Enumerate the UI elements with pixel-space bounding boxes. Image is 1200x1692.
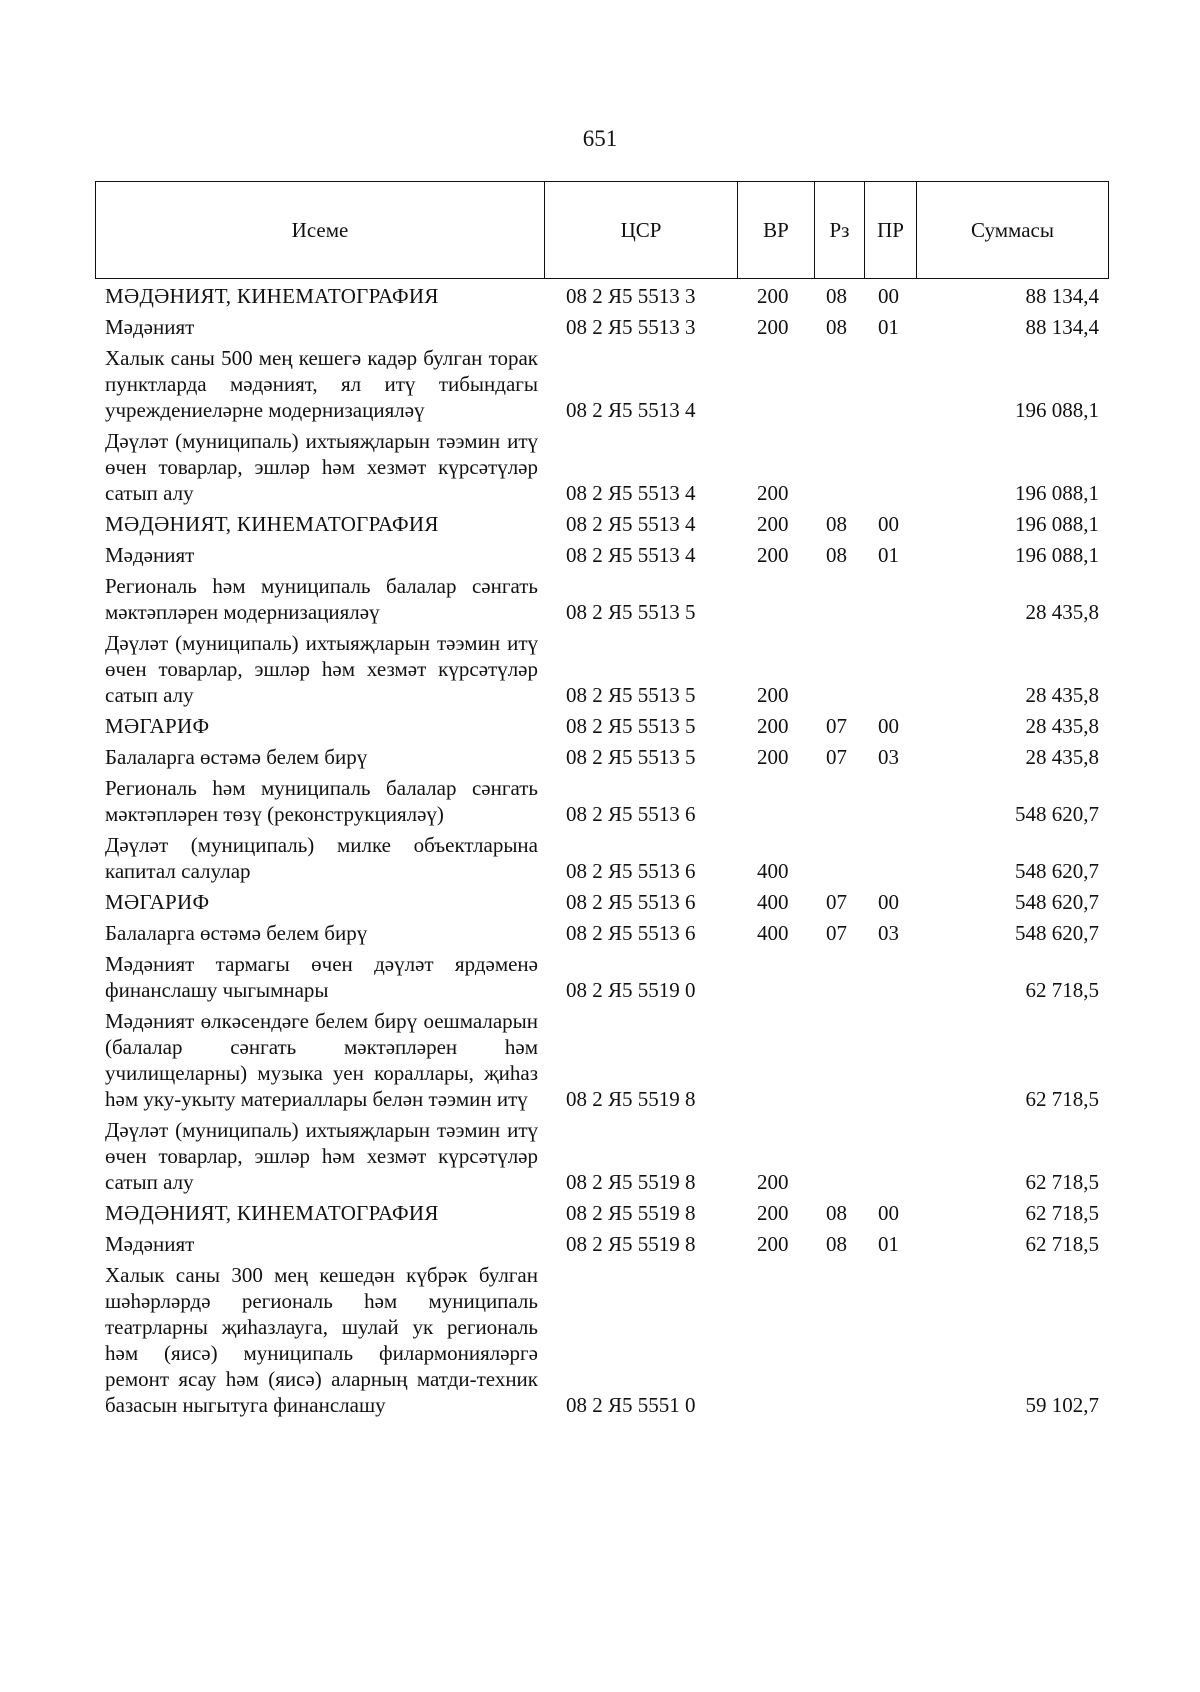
table-row bbox=[95, 887, 1109, 918]
cell-csr: 08 2 Я5 5519 8 bbox=[566, 1170, 696, 1194]
cell-pr: 01 bbox=[878, 543, 899, 567]
cell-sum: 196 088,1 bbox=[1015, 512, 1099, 536]
cell-rz: 07 bbox=[826, 745, 847, 769]
table-row bbox=[95, 949, 1109, 1006]
cell-pr: 03 bbox=[878, 921, 899, 945]
cell-vr: 200 bbox=[757, 315, 789, 339]
cell-csr: 08 2 Я5 5513 4 bbox=[566, 512, 696, 536]
table-header bbox=[95, 181, 1109, 279]
cell-name: Дәүләт (муниципаль) ихтыяҗларын тәэмин итү өчен товарлар, эшләр һәм хезмәт күрсәтүләр сатып алу bbox=[105, 429, 538, 505]
cell-vr: 200 bbox=[757, 481, 789, 505]
cell-sum: 59 102,7 bbox=[1025, 1393, 1099, 1417]
cell-name: Мәдәният тармагы өчен дәүләт ярдәменә финанслашу чыгымнары bbox=[105, 952, 538, 1002]
cell-vr: 200 bbox=[757, 512, 789, 536]
cell-csr: 08 2 Я5 5513 5 bbox=[566, 714, 696, 738]
header-rz: Рз bbox=[815, 182, 865, 278]
cell-name: Дәүләт (муниципаль) ихтыяҗларын тәэмин итү өчен товарлар, эшләр һәм хезмәт күрсәтүләр сатып алу bbox=[105, 1118, 538, 1194]
table-row bbox=[95, 571, 1109, 628]
table-row bbox=[95, 1260, 1109, 1421]
cell-csr: 08 2 Я5 5513 6 bbox=[566, 921, 696, 945]
cell-name: Мәдәният bbox=[105, 315, 195, 339]
cell-pr: 01 bbox=[878, 315, 899, 339]
table-row bbox=[95, 1229, 1109, 1260]
cell-csr: 08 2 Я5 5519 0 bbox=[566, 978, 696, 1002]
cell-name: Халык саны 300 мең кешедән күбрәк булган шәһәрләрдә региональ һәм муниципаль театрларны җиһазлауга, шулай ук региональ һәм (яисә) муниципаль филармонияләргә ремонт ясау һәм (яисә) аларның матди-техник базасын ныгытуга финанслашу bbox=[105, 1263, 538, 1417]
cell-name: Мәдәният bbox=[105, 1232, 195, 1256]
cell-vr: 400 bbox=[757, 859, 789, 883]
header-vr: ВР bbox=[738, 182, 815, 278]
cell-sum: 548 620,7 bbox=[1015, 890, 1099, 914]
cell-sum: 196 088,1 bbox=[1015, 543, 1099, 567]
cell-csr: 08 2 Я5 5519 8 bbox=[566, 1087, 696, 1111]
cell-name: Дәүләт (муниципаль) милке объектларына капитал салулар bbox=[105, 833, 538, 883]
cell-name: Балаларга өстәмә белем бирү bbox=[105, 745, 368, 769]
cell-vr: 200 bbox=[757, 1232, 789, 1256]
cell-sum: 88 134,4 bbox=[1025, 315, 1099, 339]
table-row bbox=[95, 343, 1109, 426]
cell-name: МӘГАРИФ bbox=[105, 890, 210, 914]
cell-rz: 07 bbox=[826, 714, 847, 738]
cell-rz: 08 bbox=[826, 512, 847, 536]
cell-name: Дәүләт (муниципаль) ихтыяҗларын тәэмин итү өчен товарлар, эшләр һәм хезмәт күрсәтүләр сатып алу bbox=[105, 631, 538, 707]
cell-name: Региональ һәм муниципаль балалар сәнгать мәктәпләрен төзү (реконструкцияләү) bbox=[105, 776, 538, 826]
table-row bbox=[95, 1006, 1109, 1115]
cell-csr: 08 2 Я5 5513 6 bbox=[566, 802, 696, 826]
table-row bbox=[95, 1198, 1109, 1229]
cell-pr: 00 bbox=[878, 284, 899, 308]
cell-csr: 08 2 Я5 5513 4 bbox=[566, 543, 696, 567]
cell-csr: 08 2 Я5 5551 0 bbox=[566, 1393, 696, 1417]
cell-pr: 00 bbox=[878, 714, 899, 738]
table-row bbox=[95, 312, 1109, 343]
cell-rz: 08 bbox=[826, 315, 847, 339]
cell-csr: 08 2 Я5 5513 5 bbox=[566, 683, 696, 707]
cell-rz: 08 bbox=[826, 1232, 847, 1256]
cell-csr: 08 2 Я5 5519 8 bbox=[566, 1201, 696, 1225]
header-sum: Суммасы bbox=[971, 217, 1054, 242]
cell-sum: 62 718,5 bbox=[1025, 1170, 1099, 1194]
cell-csr: 08 2 Я5 5513 3 bbox=[566, 315, 696, 339]
table-row bbox=[95, 1115, 1109, 1198]
cell-sum: 28 435,8 bbox=[1025, 714, 1099, 738]
cell-rz: 07 bbox=[826, 921, 847, 945]
cell-name: МӘДӘНИЯТ, КИНЕМАТОГРАФИЯ bbox=[105, 1201, 439, 1225]
cell-sum: 548 620,7 bbox=[1015, 859, 1099, 883]
table-row bbox=[95, 509, 1109, 540]
cell-rz: 08 bbox=[826, 543, 847, 567]
table-row bbox=[95, 830, 1109, 887]
table-row bbox=[95, 742, 1109, 773]
table-row bbox=[95, 711, 1109, 742]
header-csr: ЦСР bbox=[545, 182, 738, 278]
table-row bbox=[95, 540, 1109, 571]
cell-sum: 196 088,1 bbox=[1015, 398, 1099, 422]
cell-pr: 03 bbox=[878, 745, 899, 769]
cell-pr: 01 bbox=[878, 1232, 899, 1256]
cell-csr: 08 2 Я5 5513 4 bbox=[566, 398, 696, 422]
cell-rz: 08 bbox=[826, 1201, 847, 1225]
table-row bbox=[95, 628, 1109, 711]
table-row bbox=[95, 426, 1109, 509]
cell-sum: 28 435,8 bbox=[1025, 600, 1099, 624]
table-row bbox=[95, 281, 1109, 312]
cell-sum: 62 718,5 bbox=[1025, 1087, 1099, 1111]
cell-sum: 196 088,1 bbox=[1015, 481, 1099, 505]
table-row bbox=[95, 918, 1109, 949]
cell-sum: 62 718,5 bbox=[1025, 1232, 1099, 1256]
cell-pr: 00 bbox=[878, 1201, 899, 1225]
cell-sum: 62 718,5 bbox=[1025, 1201, 1099, 1225]
cell-csr: 08 2 Я5 5513 3 bbox=[566, 284, 696, 308]
cell-vr: 200 bbox=[757, 1170, 789, 1194]
cell-vr: 200 bbox=[757, 714, 789, 738]
cell-name: МӘГАРИФ bbox=[105, 714, 210, 738]
cell-rz: 07 bbox=[826, 890, 847, 914]
cell-name: Балаларга өстәмә белем бирү bbox=[105, 921, 368, 945]
cell-vr: 400 bbox=[757, 921, 789, 945]
cell-sum: 28 435,8 bbox=[1025, 683, 1099, 707]
cell-csr: 08 2 Я5 5513 5 bbox=[566, 745, 696, 769]
cell-csr: 08 2 Я5 5513 6 bbox=[566, 859, 696, 883]
cell-vr: 200 bbox=[757, 543, 789, 567]
cell-csr: 08 2 Я5 5513 4 bbox=[566, 481, 696, 505]
table-row bbox=[95, 773, 1109, 830]
cell-name: МӘДӘНИЯТ, КИНЕМАТОГРАФИЯ bbox=[105, 512, 439, 536]
cell-sum: 28 435,8 bbox=[1025, 745, 1099, 769]
cell-name: Региональ һәм муниципаль балалар сәнгать мәктәпләрен модернизацияләү bbox=[105, 574, 538, 624]
cell-sum: 548 620,7 bbox=[1015, 921, 1099, 945]
cell-csr: 08 2 Я5 5513 6 bbox=[566, 890, 696, 914]
cell-vr: 200 bbox=[757, 745, 789, 769]
cell-vr: 200 bbox=[757, 683, 789, 707]
cell-name: Халык саны 500 мең кешегә кадәр булган торак пунктларда мәдәният, ял итү тибындагы учреждениеләрне модернизацияләү bbox=[105, 346, 538, 422]
page-number: 651 bbox=[582, 126, 618, 151]
cell-sum: 62 718,5 bbox=[1025, 978, 1099, 1002]
cell-vr: 200 bbox=[757, 1201, 789, 1225]
table-body bbox=[95, 281, 1109, 1421]
cell-name: Мәдәният bbox=[105, 543, 195, 567]
cell-sum: 548 620,7 bbox=[1015, 802, 1099, 826]
cell-vr: 200 bbox=[757, 284, 789, 308]
cell-sum: 88 134,4 bbox=[1025, 284, 1099, 308]
cell-pr: 00 bbox=[878, 512, 899, 536]
cell-rz: 08 bbox=[826, 284, 847, 308]
cell-vr: 400 bbox=[757, 890, 789, 914]
cell-name: МӘДӘНИЯТ, КИНЕМАТОГРАФИЯ bbox=[105, 284, 439, 308]
header-pr: ПР bbox=[865, 182, 917, 278]
header-name: Исеме bbox=[96, 182, 545, 278]
cell-pr: 00 bbox=[878, 890, 899, 914]
cell-name: Мәдәният өлкәсендәге белем бирү оешмаларын (балалар сәнгать мәктәпләрен һәм училищеларны) музыка уен кораллары, җиһаз һәм уку-укыту материаллары белән тәэмин итү bbox=[105, 1009, 538, 1111]
cell-csr: 08 2 Я5 5519 8 bbox=[566, 1232, 696, 1256]
cell-csr: 08 2 Я5 5513 5 bbox=[566, 600, 696, 624]
